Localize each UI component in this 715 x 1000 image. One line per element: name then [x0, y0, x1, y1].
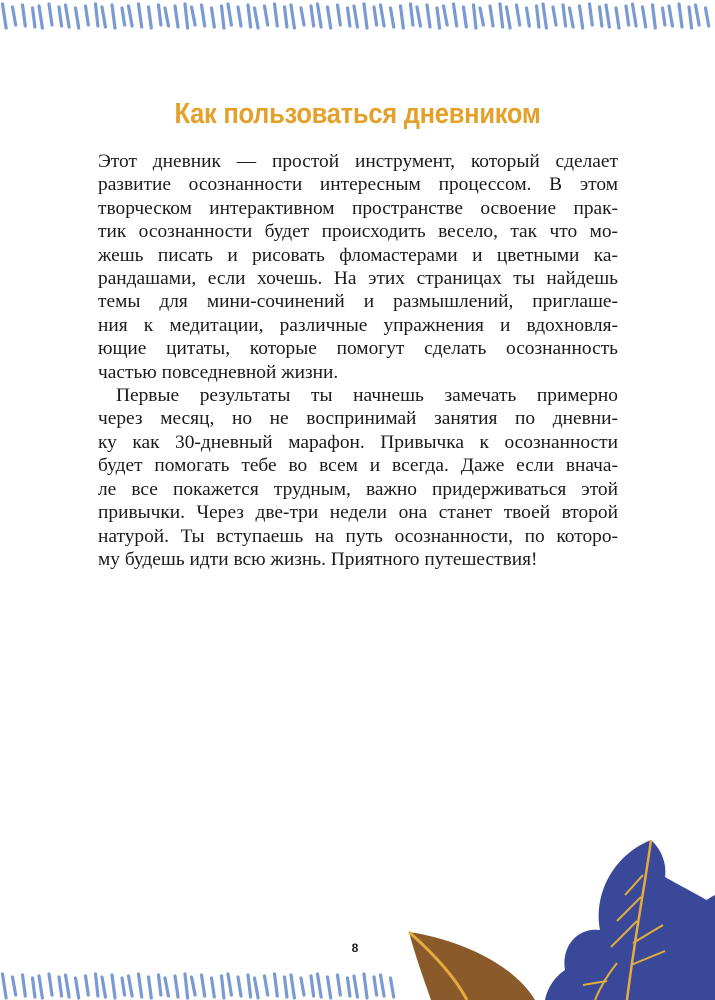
stripe-mark [222, 976, 224, 998]
stripe-mark [689, 7, 692, 28]
stripe-mark [202, 975, 205, 996]
stripe-mark [616, 8, 619, 28]
stripe-mark [285, 977, 287, 997]
text-line: привычки. Через две-три недели она станет твоей второй [98, 502, 618, 524]
stripe-mark [328, 977, 331, 998]
stripe-mark [381, 5, 385, 26]
stripe-mark [643, 7, 646, 27]
stripe-mark [49, 4, 52, 25]
stripe-mark [112, 975, 115, 998]
stripe-mark [112, 5, 115, 28]
stripe-mark [3, 974, 7, 998]
text-line: натурой. Ты вступаешь на путь осознанности, по которо- [98, 525, 618, 547]
stripe-mark [354, 6, 357, 27]
stripe-mark [238, 7, 241, 26]
stripe-mark [33, 8, 35, 27]
stripe-mark [348, 978, 350, 996]
stripe-mark [3, 4, 7, 28]
stripe-mark [122, 978, 125, 995]
stripe-mark [328, 7, 331, 28]
stripe-mark [706, 8, 709, 26]
stripe-mark [301, 978, 304, 995]
stripe-mark [159, 975, 161, 995]
stripe-mark [255, 8, 259, 28]
stripe-mark [33, 978, 35, 997]
stripe-mark [222, 6, 224, 28]
stripe-mark [401, 6, 404, 28]
paragraph-1 [98, 150, 618, 384]
stripe-mark [301, 8, 304, 25]
stripe-mark [374, 7, 377, 25]
page-number: 8 [351, 941, 359, 955]
text-line: через месяц, но не воспринимай занятия по дневни- [98, 408, 618, 430]
text-line: му будешь идти всю жизнь. Приятного путешествия! [98, 548, 538, 570]
stripe-mark [318, 974, 322, 997]
stripe-mark [517, 5, 520, 25]
stripe-mark [464, 7, 467, 27]
stripe-mark [102, 977, 105, 997]
stripe-mark [149, 7, 152, 28]
stripe-mark [66, 975, 70, 997]
stripe-mark [59, 7, 62, 26]
text-line: ку как 30-дневный марафон. Привычка к осознанности [98, 431, 618, 453]
stripe-mark [149, 977, 152, 998]
stripe-mark [165, 8, 168, 26]
stripe-mark [265, 976, 268, 995]
text-line: Этот дневник — простой инструмент, который сделает [98, 151, 618, 172]
stripe-mark [175, 976, 178, 997]
stripe-mark [391, 8, 394, 27]
stripe-mark [238, 977, 241, 996]
stripe-mark [411, 4, 413, 25]
stripe-mark [537, 6, 539, 27]
stripe-mark [633, 4, 637, 26]
stripe-mark [248, 5, 251, 27]
stripe-mark [490, 6, 493, 26]
stripe-mark [318, 4, 322, 27]
stripe-mark [500, 4, 503, 27]
text-line: ле все покажется трудным, важно придерживаться этой [98, 478, 618, 500]
stripe-mark [474, 5, 476, 28]
text-line: будет помогать тебе во всем и всегда. Даже если внача- [98, 455, 618, 477]
stripe-mark [427, 5, 430, 27]
stripe-mark [96, 974, 98, 996]
stripe-mark [13, 7, 16, 25]
text-line: тик осознанности будет происходить весело, так что мо- [98, 221, 618, 243]
text-line: жешь писать и рисовать фломастерами и цветными ка- [98, 244, 618, 266]
stripe-mark [374, 977, 377, 995]
stripe-mark [275, 974, 278, 996]
stripe-mark [580, 6, 583, 28]
stripe-mark [454, 4, 457, 26]
stripe-mark [202, 5, 205, 26]
stripe-mark [185, 974, 188, 998]
text-line: частью повседневной жизни. [98, 361, 339, 383]
stripe-mark [248, 975, 251, 997]
page-title: Как пользоваться дневником [174, 98, 541, 130]
stripe-mark [663, 8, 665, 25]
stripe-mark [480, 8, 483, 25]
stripe-mark [696, 5, 700, 25]
stripe-mark [76, 8, 79, 28]
stripe-mark [39, 976, 42, 998]
stripe-mark [653, 5, 656, 28]
stripe-mark [507, 7, 511, 28]
text-line: темы для мини-сочинений и размышлений, приглаше- [98, 291, 618, 313]
stripe-mark [338, 975, 341, 995]
paragraph-2 [98, 384, 618, 571]
stripe-mark [23, 5, 26, 26]
stripe-mark [437, 8, 440, 28]
text-line: творческом интерактивном пространстве освоение прак- [98, 197, 618, 219]
stripe-mark [66, 5, 70, 27]
stripe-mark [338, 5, 341, 25]
stripe-mark [86, 976, 89, 995]
bottom-stripe-border [0, 968, 715, 1000]
stripe-mark [590, 4, 593, 25]
stripe-mark [228, 974, 231, 995]
text-line: Первые результаты ты начнешь замечать примерно [116, 385, 618, 407]
stripe-mark [96, 4, 98, 26]
stripe-mark [49, 974, 52, 995]
stripe-mark [311, 976, 314, 996]
text-line: развитие осознанности интересным процессом. В этом [98, 174, 618, 196]
stripe-mark [185, 4, 188, 28]
text-line: ющие цитаты, которые помогут сделать осознанность [98, 338, 618, 360]
stripe-mark [86, 6, 89, 25]
stripe-mark [122, 8, 125, 25]
stripe-mark [175, 6, 178, 27]
stripe-mark [553, 7, 556, 25]
stripe-mark [102, 7, 105, 27]
stripe-mark [76, 978, 79, 998]
stripe-mark [159, 5, 161, 25]
stripe-mark [626, 6, 629, 25]
stripe-mark [291, 975, 294, 998]
stripe-mark [311, 6, 314, 26]
stripe-mark [563, 5, 566, 26]
stripe-mark [543, 4, 546, 28]
stripe-mark [23, 975, 26, 996]
stripe-mark [291, 5, 294, 28]
stripe-mark [139, 974, 142, 997]
stripe-mark [129, 976, 133, 996]
stripe-mark [381, 975, 385, 996]
stripe-mark [192, 7, 196, 25]
stripe-mark [285, 7, 287, 27]
stripe-mark [600, 7, 602, 26]
stripe-mark [228, 4, 231, 25]
text-line: ния к медитации, различные упражнения и вдохновля- [98, 314, 618, 336]
top-stripe-border [0, 0, 715, 32]
stripe-mark [165, 978, 168, 996]
stripe-mark [348, 8, 350, 26]
stripe-mark [606, 5, 609, 27]
stripe-mark [212, 8, 215, 27]
stripe-mark [444, 6, 448, 25]
stripe-mark [391, 978, 394, 997]
stripe-mark [212, 978, 215, 997]
stripe-mark [570, 8, 574, 27]
stripe-mark [364, 974, 367, 998]
stripe-mark [275, 4, 278, 26]
stripe-mark [527, 8, 530, 26]
stripe-mark [669, 6, 672, 26]
text-line: рандашами, если хочешь. На этих страницах ты найдешь [98, 268, 618, 290]
stripe-mark [129, 6, 133, 26]
stripe-mark [265, 6, 268, 25]
body-text [98, 150, 618, 571]
stripe-mark [255, 978, 259, 998]
stripe-mark [59, 977, 62, 996]
stripe-mark [192, 977, 196, 995]
stripe-mark [679, 4, 682, 27]
stripe-mark [39, 6, 42, 28]
stripe-mark [139, 4, 142, 27]
stripe-mark [417, 7, 420, 26]
stripe-mark [364, 4, 367, 28]
stripe-mark [354, 976, 357, 997]
stripe-mark [13, 977, 16, 995]
